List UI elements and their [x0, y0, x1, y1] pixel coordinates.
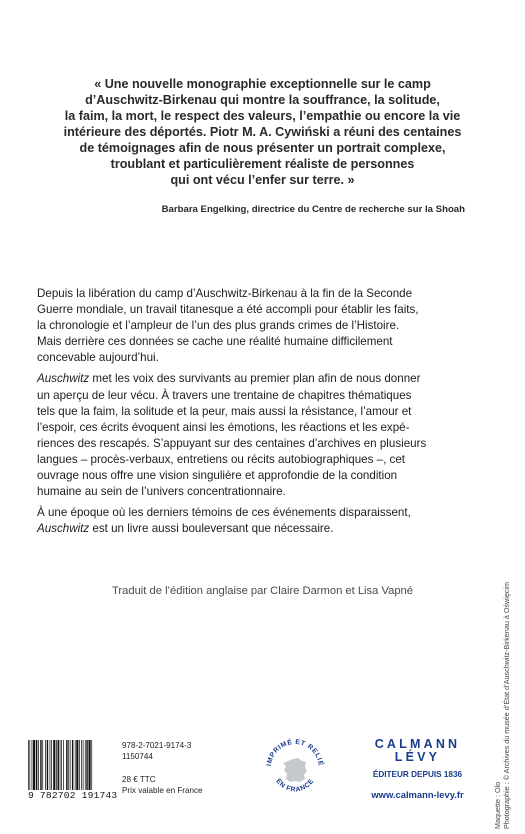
barcode-bar	[33, 740, 35, 790]
barcode-bar	[36, 740, 37, 790]
quote-attribution: Barbara Engelking, directrice du Centre de recherche sur la Shoah	[161, 204, 465, 215]
quote-line: la faim, la mort, le respect des valeurs, l’empathie ou encore la vie	[64, 109, 461, 123]
text-line: humaine au sein de l’univers concentrationnaire.	[37, 485, 286, 499]
publisher-name-top: CALMANN	[374, 737, 461, 751]
stamp-bottom-text: EN FRANCE	[274, 777, 316, 794]
text-line: riences des rescapés. S’appuyant sur des centaines d’archives en plusieurs	[37, 436, 427, 450]
price-block	[122, 775, 203, 796]
barcode-bar	[70, 740, 71, 790]
barcode-bar	[86, 740, 87, 790]
text-line: concevable aujourd’hui.	[37, 351, 159, 365]
barcode-digits: 9 782702 191743	[28, 790, 118, 801]
price: 28 € TTC	[122, 775, 156, 784]
text-line: ouvrage nous offre une vision singulière et approfondie de la condition	[37, 469, 398, 483]
publisher-logo	[350, 737, 485, 800]
barcode-bar	[38, 740, 39, 790]
barcode-bar	[56, 740, 57, 790]
isbn-number: 978-2-7021-9174-3	[122, 741, 192, 750]
text-line: langues – procès-verbaux, entretiens ou récits autobiographiques –, cet	[37, 452, 406, 466]
made-in-france-stamp	[262, 728, 328, 810]
barcode-bar	[91, 740, 92, 790]
barcode-bar	[66, 740, 67, 790]
barcode-bar	[60, 740, 61, 790]
photo-credit: Photographie : © Archives du musée d’État d’Auschwitz-Birkenau à Oświęcim	[502, 582, 511, 829]
book-description	[37, 286, 497, 542]
text-line: Mais derrière ces données se cache une réalité humaine difficilement	[37, 335, 393, 349]
description-paragraph-1	[37, 286, 497, 366]
text-line	[37, 521, 497, 537]
barcode-bar	[79, 740, 80, 790]
barcode-bar	[81, 740, 82, 790]
barcode-bar	[76, 740, 78, 790]
text-run: est un livre aussi bouleversant que nécessaire.	[89, 522, 334, 536]
barcode-bar	[51, 740, 52, 790]
quote-line: de témoignages afin de nous présenter un portrait complexe,	[79, 141, 446, 155]
barcode-bar	[29, 740, 30, 790]
text-line: l’espoir, ces écrits évoquent ainsi les émotions, les réactions et les expé-	[37, 420, 410, 434]
quote-line: qui ont vécu l’enfer sur terre. »	[170, 173, 355, 187]
text-line: Depuis la libération du camp d’Auschwitz-Birkenau à la fin de la Seconde	[37, 287, 413, 300]
barcode-bar	[45, 740, 46, 790]
text-line: la chronologie et l’ampleur de l’un des plus grands crimes de l’Histoire.	[37, 319, 400, 333]
barcode-bar	[47, 740, 48, 790]
barcode-bar	[75, 740, 76, 790]
quote-line: troublant et particulièrement réaliste de personnes	[110, 157, 415, 171]
barcode-bar	[68, 740, 69, 790]
barcode-bar	[28, 740, 29, 790]
isbn-block	[122, 741, 191, 762]
text-run: met les voix des survivants au premier plan afin de nous donner	[89, 372, 421, 386]
description-paragraph-3	[37, 505, 497, 537]
quote-line: d’Auschwitz-Birkenau qui montre la souffrance, la solitude,	[85, 93, 440, 107]
text-line: À une époque où les derniers témoins de ces événements disparaissent,	[37, 506, 411, 520]
barcode-bar	[63, 740, 64, 790]
barcode-bar	[88, 740, 90, 790]
barcode-bar	[40, 740, 41, 790]
quote-line: intérieure des déportés. Piotr M. A. Cywiński a réuni des centaines	[63, 125, 462, 139]
text-line	[37, 371, 497, 387]
barcode-bar	[61, 740, 62, 790]
france-map-icon	[283, 758, 307, 782]
book-title-italic: Auschwitz	[37, 372, 90, 386]
barcode	[28, 740, 115, 790]
stamp-top-text: IMPRIMÉ ET RELIÉ	[266, 738, 324, 767]
text-line: Guerre mondiale, un travail titanesque a été accompli pour établir les faits,	[37, 303, 419, 317]
barcode-bar	[42, 740, 43, 790]
barcode-bar	[53, 740, 55, 790]
text-line: un aperçu de leur vécu. À travers une trentaine de chapitres thématiques	[37, 388, 412, 402]
publisher-name-bottom: LÉVY	[394, 750, 441, 764]
barcode-bar	[85, 740, 86, 790]
publisher-since: ÉDITEUR DEPUIS 1836	[372, 770, 463, 779]
book-title-italic: Auschwitz	[37, 522, 90, 536]
barcode-bar	[72, 740, 73, 790]
translators-credit: Traduit de l’édition anglaise par Claire Darmon et Lisa Vapné	[112, 585, 413, 597]
barcode-bar	[58, 740, 59, 790]
barcode-bar	[32, 740, 33, 790]
endorsement-quote	[60, 76, 465, 188]
barcode-bar	[50, 740, 51, 790]
quote-line: « Une nouvelle monographie exceptionnelle sur le camp	[94, 77, 431, 91]
side-credits	[493, 582, 511, 829]
description-paragraph-2	[37, 371, 497, 500]
text-line: tels que la faim, la solitude et la peur, mais aussi la résistance, l’amour et	[37, 404, 412, 418]
barcode-bar	[83, 740, 84, 790]
price-note: Prix valable en France	[122, 785, 203, 795]
product-code: 1150744	[122, 751, 153, 761]
publisher-website: www.calmann-levy.fr	[371, 789, 464, 800]
design-credit: Maquette : Olo	[493, 781, 502, 829]
